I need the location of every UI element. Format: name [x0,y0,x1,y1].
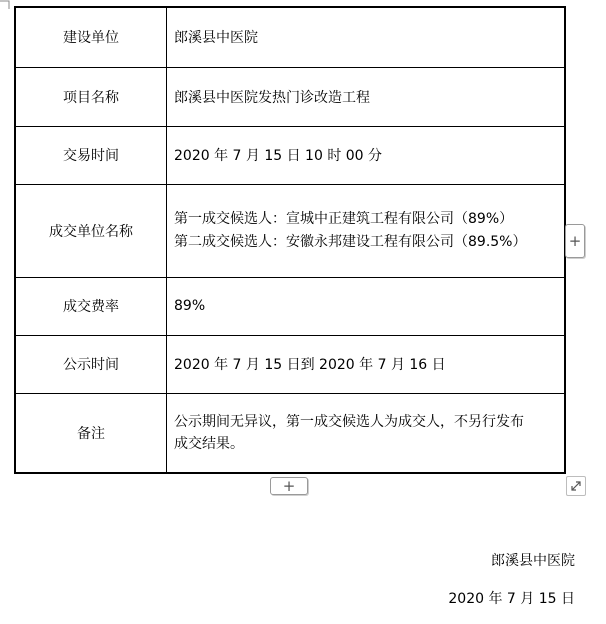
row-value-construction-unit[interactable]: 郎溪县中医院 [167,7,566,67]
add-column-button[interactable] [565,224,585,258]
first-candidate-text: 第一成交候选人：宣城中正建筑工程有限公司（89%） [174,210,514,227]
remarks-line-2: 成交结果。 [174,435,244,452]
row-value-publicity-time[interactable]: 2020 年 7 月 15 日到 2020 年 7 月 16 日 [167,335,566,393]
row-label-remarks: 备注 [15,393,167,473]
signature-date: 2020 年 7 月 15 日 [448,591,575,607]
row-label-project-name: 项目名称 [15,67,167,126]
table-row [15,393,565,473]
table-row [15,184,565,277]
row-label-winning-unit: 成交单位名称 [15,184,167,277]
row-value-winning-unit[interactable] [167,184,566,277]
resize-diagonal-icon [567,477,585,495]
table-row [15,126,565,184]
info-table [14,6,566,474]
table-resize-handle[interactable] [566,476,586,496]
plus-icon: + [568,231,582,250]
row-value-remarks[interactable] [167,393,566,473]
row-label-construction-unit: 建设单位 [15,7,167,67]
row-label-fee-rate: 成交费率 [15,277,167,335]
table-row [15,335,565,393]
row-value-project-name[interactable]: 郎溪县中医院发热门诊改造工程 [167,67,566,126]
table-anchor-icon [0,0,14,10]
table-row [15,7,565,67]
plus-icon: + [282,476,296,495]
row-label-publicity-time: 公示时间 [15,335,167,393]
signature-unit: 郎溪县中医院 [491,553,575,569]
row-label-trade-time: 交易时间 [15,126,167,184]
table-row [15,277,565,335]
row-value-trade-time[interactable]: 2020 年 7 月 15 日 10 时 00 分 [167,126,566,184]
add-row-button[interactable] [270,477,308,495]
second-candidate-text: 第二成交候选人：安徽永邦建设工程有限公司（89.5%） [174,233,527,250]
table-row [15,67,565,126]
row-value-fee-rate[interactable]: 89% [167,277,566,335]
remarks-line-1: 公示期间无异议，第一成交候选人为成交人，不另行发布 [174,413,524,430]
